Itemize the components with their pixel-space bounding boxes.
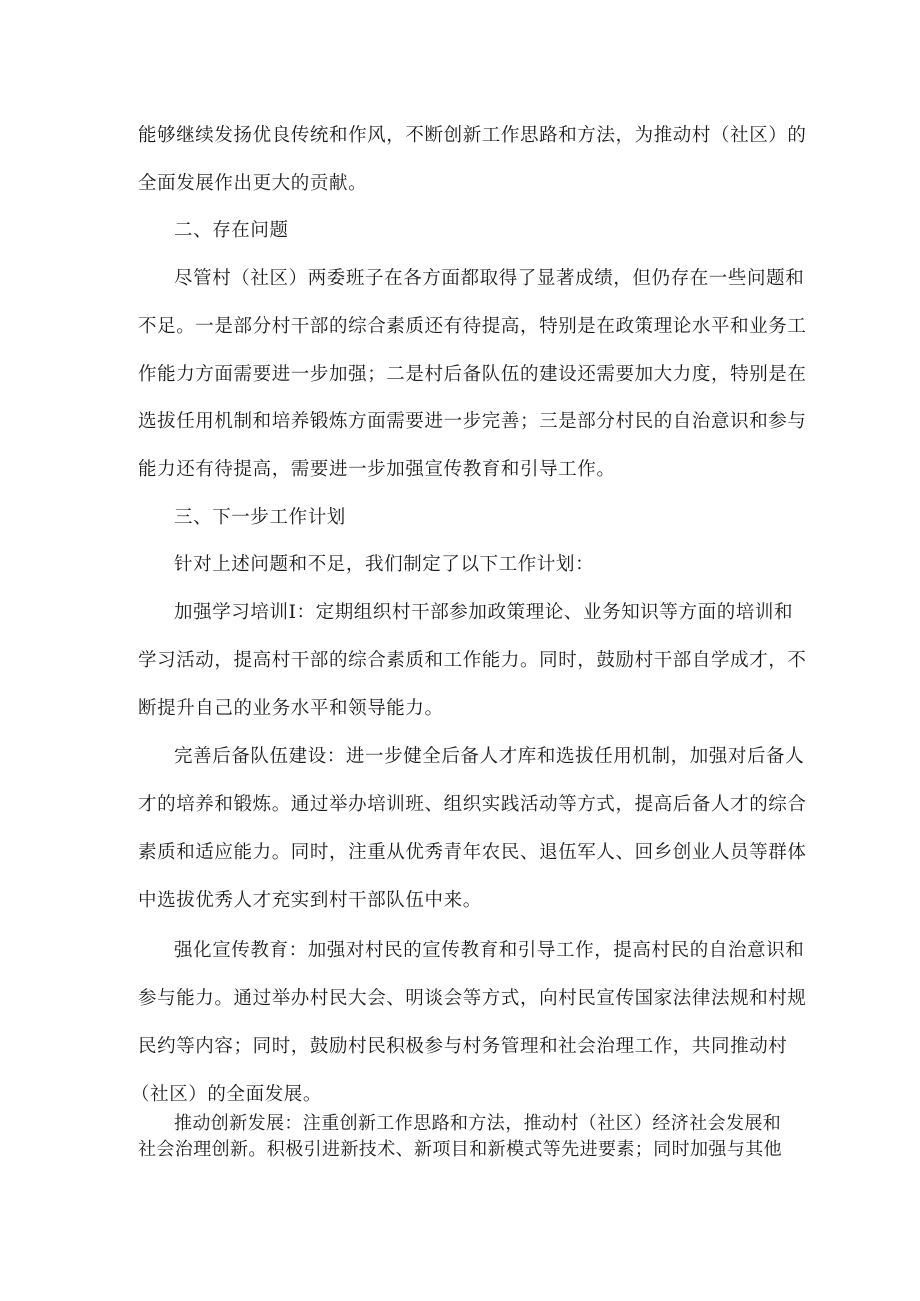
section-heading: 三、下一步工作计划 [174, 507, 346, 528]
paragraph-line: 全面发展作出更大的贡献。 [138, 173, 368, 194]
paragraph-line: 不足。一是部分村干部的综合素质还有待提高，特别是在政策理论水平和业务工 [138, 316, 807, 337]
paragraph-line: 断提升自己的业务水平和领导能力。 [138, 698, 444, 719]
paragraph-line: （社区）的全面发展。 [131, 1084, 323, 1105]
section-heading: 二、存在问题 [174, 220, 289, 241]
paragraph-line: 才的培养和锻炼。通过举办培训班、组织实践活动等方式，提高后备人才的综合 [138, 794, 807, 815]
paragraph-line: 选拔任用机制和培养锻炼方面需要进一步完善；三是部分村民的自治意识和参与 [138, 411, 807, 432]
paragraph-line: 民约等内容；同时，鼓励村民积极参与村务管理和社会治理工作，共同推动村 [138, 1036, 788, 1057]
paragraph-line: 参与能力。通过举办村民大会、明谈会等方式，向村民宣传国家法律法规和村规 [138, 988, 807, 1009]
paragraph-line: 作能力方面需要进一步加强；二是村后备队伍的建设还需要加大力度，特别是在 [138, 364, 807, 385]
paragraph-line: 社会治理创新。积极引进新技术、新项目和新模式等先进要素；同时加强与其他 [138, 1139, 782, 1160]
paragraph-line: 加强学习培训I：定期组织村干部参加政策理论、业务知识等方面的培训和 [174, 602, 794, 623]
paragraph-line: 学习活动，提高村干部的综合素质和工作能力。同时，鼓励村干部自学成才，不 [138, 650, 807, 671]
paragraph-line: 能够继续发扬优良传统和作风，不断创新工作思路和方法，为推动村（社区）的 [138, 125, 807, 146]
paragraph-line: 中选拔优秀人才充实到村干部队伍中来。 [138, 890, 482, 911]
paragraph-line: 素质和适应能力。同时，注重从优秀青年农民、退伍军人、回乡创业人员等群体 [138, 842, 807, 863]
paragraph-line: 推动创新发展：注重创新工作思路和方法，推动村（社区）经济社会发展和 [174, 1113, 782, 1134]
paragraph-line: 能力还有待提高，需要进一步加强宣传教育和引导工作。 [138, 459, 616, 480]
paragraph-line: 完善后备队伍建设：进一步健全后备人才库和选拔任用机制，加强对后备人 [174, 746, 805, 767]
paragraph-line: 针对上述问题和不足，我们制定了以下工作计划： [174, 554, 595, 575]
paragraph-line: 尽管村（社区）两委班子在各方面都取得了显著成绩，但仍存在一些问题和 [174, 268, 805, 289]
paragraph-line: 强化宣传教育：加强对村民的宣传教育和引导工作，提高村民的自治意识和 [174, 940, 805, 961]
